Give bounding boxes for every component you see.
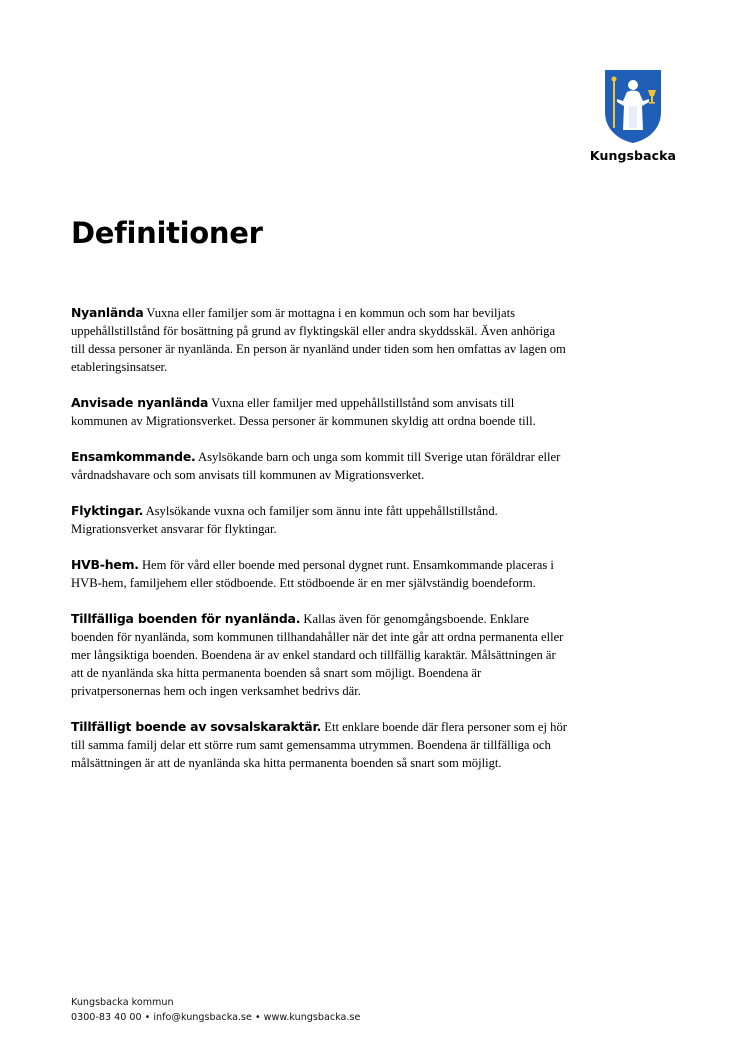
definition-item — [71, 448, 571, 484]
definition-term: Nyanlända — [71, 305, 144, 320]
definition-term: HVB-hem. — [71, 557, 139, 572]
definition-item — [71, 304, 571, 376]
definition-term: Anvisade nyanlända — [71, 395, 209, 410]
definition-item — [71, 718, 571, 772]
footer-organization: Kungsbacka kommun — [71, 997, 174, 1008]
definition-text: Vuxna eller familjer med uppehållstillstånd som anvisats till kommunen av Migrationsverket. Dessa personer är kommunen skyldig att ordna boende till. — [71, 396, 536, 428]
definition-item — [71, 610, 571, 700]
logo-text: Kungsbacka — [589, 148, 677, 163]
definition-term: Ensamkommande. — [71, 449, 196, 464]
definition-text: Vuxna eller familjer som är mottagna i en kommun och som har beviljats uppehållstillstånd för bosättning på grund av flyktingskäl eller andra skyddsskäl. Även anhöriga till dessa personer är nyanlända. En person är nyanländ under tiden som hen omfattas av lagen om etableringsinsatser. — [71, 306, 566, 374]
footer — [71, 995, 360, 1025]
definition-item — [71, 556, 571, 592]
definition-text: Asylsökande vuxna och familjer som ännu inte fått uppehållstillstånd. Migrationsverket ansvarar för flyktingar. — [71, 504, 498, 536]
definition-text: Ett enklare boende där flera personer som ej hör till samma familj delar ett större rum samt gemensamma utrymmen. Boendena är tillfälliga och målsättningen är att de nyanlända ska hitta permanenta boenden så snart som möjligt. — [71, 720, 567, 770]
definition-text: Hem för vård eller boende med personal dygnet runt. Ensamkommande placeras i HVB-hem, familjehem eller stödboende. Ett stödboende är en mer självständig boendeform. — [71, 558, 554, 590]
definition-text: Kallas även för genomgångsboende. Enklare boenden för nyanlända, som kommunen tillhandahåller när det inte går att ordna permanenta eller mer långsiktiga boenden. Boendena är av enkel standard och tillfällig karaktär. Målsättningen är att de nyanlända ska hitta permanenta boenden så snart som möjligt. Boendena är privatpersonernas hem och ingen verksamhet bedrivs där. — [71, 612, 564, 698]
footer-contact: 0300-83 40 00 • info@kungsbacka.se • www.kungsbacka.se — [71, 1012, 361, 1023]
definitions-list — [71, 304, 571, 790]
definition-item — [71, 394, 571, 430]
definition-term: Tillfälligt boende av sovsalskaraktär. — [71, 719, 322, 734]
kungsbacka-logo — [588, 68, 678, 168]
page-title: Definitioner — [71, 216, 263, 250]
definition-term: Flyktingar. — [71, 503, 144, 518]
coat-of-arms-icon — [603, 68, 663, 144]
definition-text: Asylsökande barn och unga som kommit till Sverige utan föräldrar eller vårdnadshavare och som anvisats till kommunen av Migrationsverket. — [71, 450, 561, 482]
definition-term: Tillfälliga boenden för nyanlända. — [71, 611, 301, 626]
definition-item — [71, 502, 571, 538]
